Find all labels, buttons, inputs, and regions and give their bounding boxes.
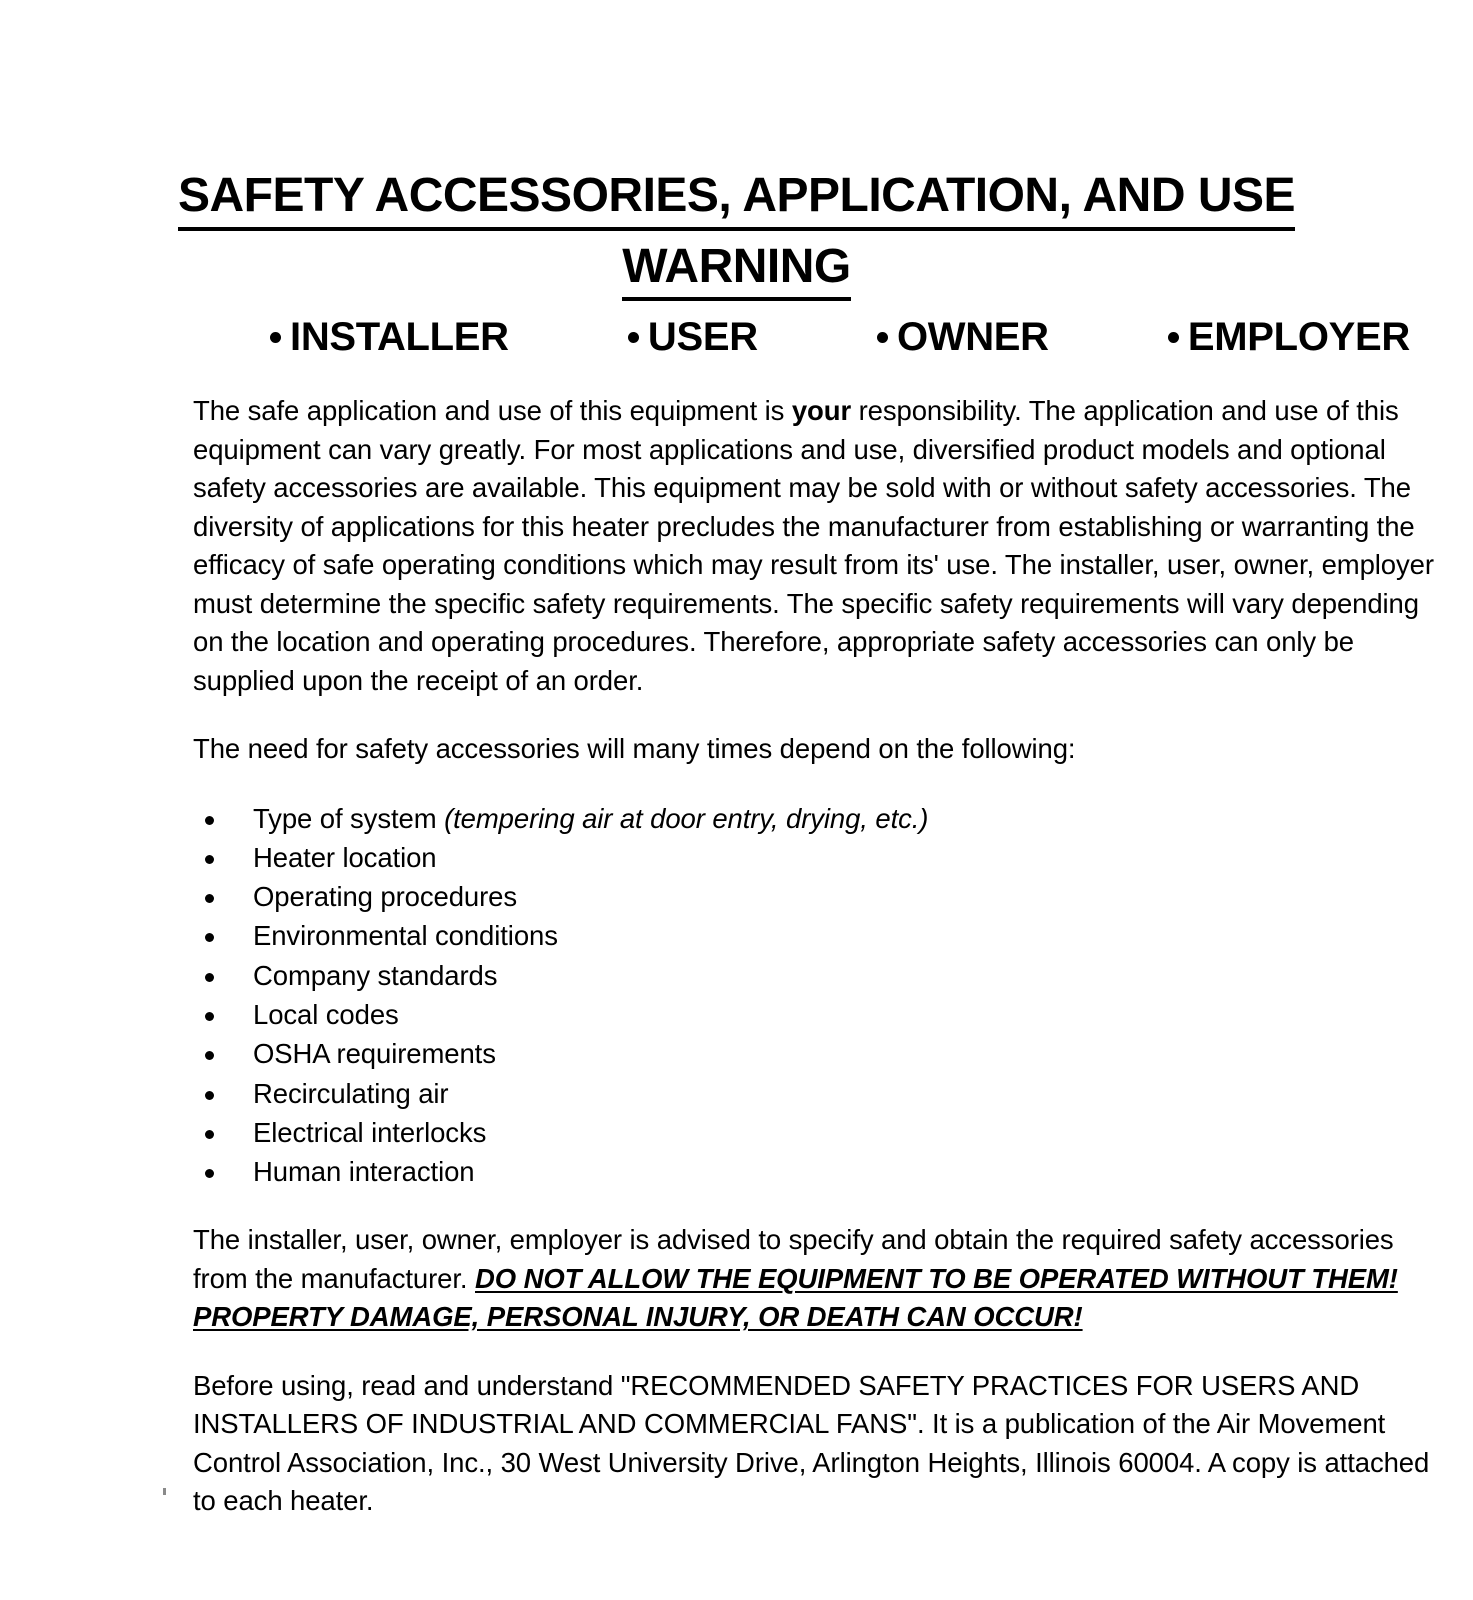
role-item-user: [628, 315, 758, 360]
intro-paragraph: [193, 392, 1445, 700]
list-item: [205, 877, 1445, 916]
title-line-primary: SAFETY ACCESSORIES, APPLICATION, AND USE: [178, 168, 1295, 231]
role-label: EMPLOYER: [1187, 315, 1410, 359]
bullet-icon: [270, 332, 281, 343]
intro-part-2: responsibility. The application and use of this equipment can vary greatly. For most applications and use, diversified product models and optional safety accessories are available. This equipment may be sold with or without safety accessories. The diversity of applications for this heater precludes the manufacturer from establishing or warranting the efficacy of safe operating conditions which may result from its' use. The installer, user, owner, employer must determine the specific safety requirements. The specific safety requirements will vary depending on the location and operating procedures. Therefore, appropriate safety accessories can only be supplied upon the receipt of an order.: [193, 395, 1434, 696]
intro-part-1: The safe application and use of this equipment is: [193, 395, 792, 426]
bullet-icon: [205, 1130, 214, 1139]
list-item: [205, 1113, 1445, 1152]
bullet-icon: [205, 816, 214, 825]
document-title: [0, 168, 1473, 301]
advisory-lead: The installer, user, owner, employer is advised to specify and obtain the required safety accessories from the manufacturer.: [193, 1224, 1394, 1294]
advisory-warning-secondary: PROPERTY DAMAGE, PERSONAL INJURY, OR DEATH CAN OCCUR!: [193, 1301, 1083, 1333]
role-list: [270, 315, 1410, 360]
bullet-icon: [205, 1012, 214, 1021]
bullet-icon: [628, 332, 639, 343]
list-item-label: Operating procedures: [253, 881, 517, 913]
list-item: [205, 1074, 1445, 1113]
bullet-icon: [205, 1169, 214, 1178]
role-item-owner: [877, 315, 1049, 360]
list-item-label: OSHA requirements: [253, 1038, 496, 1070]
advisory-warning-primary: DO NOT ALLOW THE EQUIPMENT TO BE OPERATED WITHOUT THEM!: [475, 1262, 1398, 1294]
list-item-label: Environmental conditions: [253, 920, 558, 952]
list-item: [205, 995, 1445, 1034]
list-item-label: Electrical interlocks: [253, 1116, 487, 1148]
list-item-label: Recirculating air: [253, 1077, 449, 1109]
list-item: [205, 956, 1445, 995]
advisory-paragraph: [193, 1221, 1445, 1337]
list-item: [205, 916, 1445, 955]
bullet-icon: [205, 973, 214, 982]
list-item: [205, 1152, 1445, 1191]
bullet-icon: [205, 1051, 214, 1060]
role-label: INSTALLER: [290, 315, 509, 359]
document-body: [193, 392, 1445, 1521]
list-item-label: Type of system: [253, 802, 445, 834]
list-item: [205, 1034, 1445, 1073]
bullet-icon: [205, 894, 214, 903]
list-item-label: Heater location: [253, 841, 437, 873]
bullet-icon: [205, 1091, 214, 1100]
closing-paragraph: Before using, read and understand "RECOMMENDED SAFETY PRACTICES FOR USERS AND INSTALLERS OF INDUSTRIAL AND COMMERCIAL FANS". It is a publication of the Air Movement Control Association, Inc., 30 West University Drive, Arlington Heights, Illinois 60004. A copy is attached to each heater.: [193, 1369, 1430, 1517]
list-item-note: (tempering air at door entry, drying, etc.): [444, 802, 929, 834]
list-intro-paragraph: The need for safety accessories will many times depend on the following:: [193, 733, 1076, 764]
role-label: OWNER: [896, 315, 1049, 359]
list-item: [205, 799, 1445, 838]
bullet-icon: [205, 933, 214, 942]
role-item-employer: [1168, 315, 1410, 360]
role-item-installer: [270, 315, 509, 360]
list-item-label: Human interaction: [253, 1156, 475, 1188]
intro-emphasis: your: [791, 395, 852, 426]
list-item-label: Local codes: [253, 998, 399, 1030]
list-item: [205, 838, 1445, 877]
role-label: USER: [647, 315, 758, 359]
title-line-warning: WARNING: [622, 239, 850, 302]
bullet-icon: [877, 332, 888, 343]
bullet-icon: [205, 855, 214, 864]
factors-list: [193, 799, 1445, 1192]
bullet-icon: [1168, 332, 1179, 343]
scan-artifact-mark: [163, 1488, 166, 1495]
list-item-label: Company standards: [253, 959, 498, 991]
